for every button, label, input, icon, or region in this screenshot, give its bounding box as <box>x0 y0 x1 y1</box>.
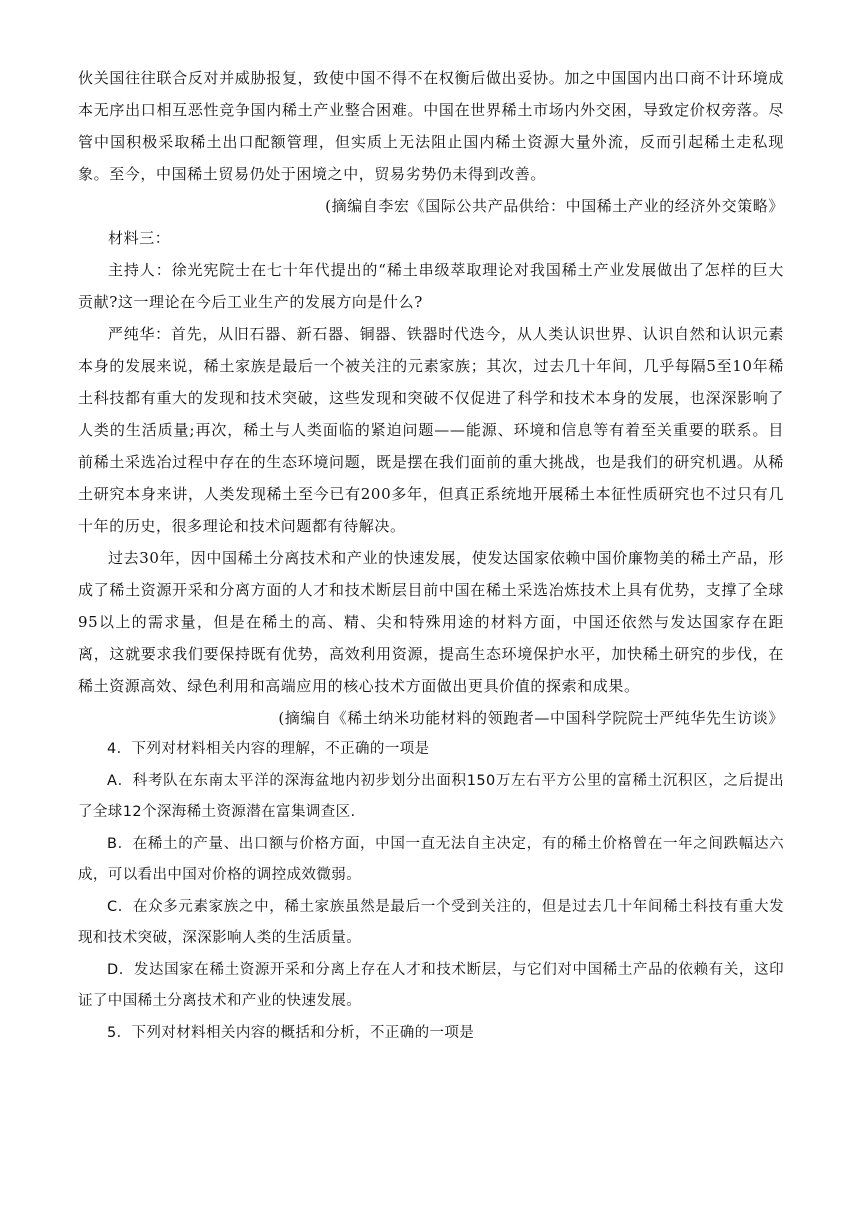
material3-paragraph-2: 过去30年，因中国稀土分离技术和产业的快速发展，使发达国家依赖中国价廉物美的稀土产品，形成了稀土资源开采和分离方面的人才和技术断层目前中国在稀土采选冶炼技术上具有优势，支撑了全球95以上的需求量，但是在稀土的高、精、尖和特殊用途的材料方面，中国还依然与发达国家存在距离，这就要求我们要保持既有优势，高效利用资源，提高生态环境保护水平，加快稀土研究的步伐，在稀土资源高效、绿色利用和高端应用的核心技术方面做出更具价值的探索和成果。 <box>78 549 784 695</box>
host-question: 主持人：徐光宪院士在七十年代提出的“稀土串级萃取理论对我国稀土产业发展做出了怎样的巨大贡献?这一理论在今后工业生产的发展方向是什么? <box>78 261 784 311</box>
question-4-option-b: B．在稀土的产量、出口额与价格方面，中国一直无法自主决定，有的稀土价格曾在一年之间跌幅达六成，可以看出中国对价格的调控成效微弱。 <box>78 835 784 883</box>
material3-source: (摘编自《稀土纳米功能材料的领跑者—中国科学院院士严纯华先生访谈》 <box>278 709 784 727</box>
question-5-stem: 5．下列对材料相关内容的概括和分析，不正确的一项是 <box>107 1024 475 1041</box>
question-4-option-c: C．在众多元素家族之中，稀土家族虽然是最后一个受到关注的，但是过去几十年间稀土科技有重大发现和技术突破，深深影响人类的生活质量。 <box>78 898 784 946</box>
question-4-option-d: D．发达国家在稀土资源开采和分离上存在人才和技术断层，与它们对中国稀土产品的依赖有关，这印证了中国稀土分离技术和产业的快速发展。 <box>78 961 784 1009</box>
material3-heading: 材料三： <box>108 229 171 247</box>
interviewee-answer: 严纯华：首先，从旧石器、新石器、铜器、铁器时代迭今，从人类认识世界、认识自然和认识元素本身的发展来说，稀土家族是最后一个被关注的元素家族；其次，过去几十年间，几乎每隔5至10年稀土科技都有重大的发现和技术突破，这些发现和突破不仅促进了科学和技术本身的发展，也深深影响了人类的生活质量;再次，稀土与人类面临的紧迫问题——能源、环境和信息等有着至关重要的联系。目前稀土采选冶过程中存在的生态环境问题，既是摆在我们面前的重大挑战，也是我们的研究机遇。从稀土研究本身来讲，人类发现稀土至今已有200多年，但真正系统地开展稀土本征性质研究也不过只有几十年的历史，很多理论和技术问题都有待解决。 <box>78 325 784 535</box>
question-4-option-a: A．科考队在东南太平洋的深海盆地内初步划分出面积150万左右平方公里的富稀土沉积区，之后提出了全球12个深海稀土资源潜在富集调查区. <box>78 772 784 820</box>
material2-paragraph: 伙关国往往联合反对并威胁报复，致使中国不得不在权衡后做出妥协。加之中国国内出口商不计环境成本无序出口相互恶性竞争国内稀土产业整合困难。中国在世界稀土市场内外交困，导致定价权旁落。尽管中国积极采取稀土出口配额管理，但实质上无法阻止国内稀土资源大量外流，反而引起稀土走私现象。至今，中国稀土贸易仍处于困境之中，贸易劣势仍未得到改善。 <box>78 69 784 183</box>
document-page <box>78 62 784 1049</box>
question-4-stem: 4．下列对材料相关内容的理解，不正确的一项是 <box>107 741 430 757</box>
material2-source: (摘编自李宏《国际公共产品供给：中国稀土产业的经济外交策略》 <box>325 197 784 215</box>
